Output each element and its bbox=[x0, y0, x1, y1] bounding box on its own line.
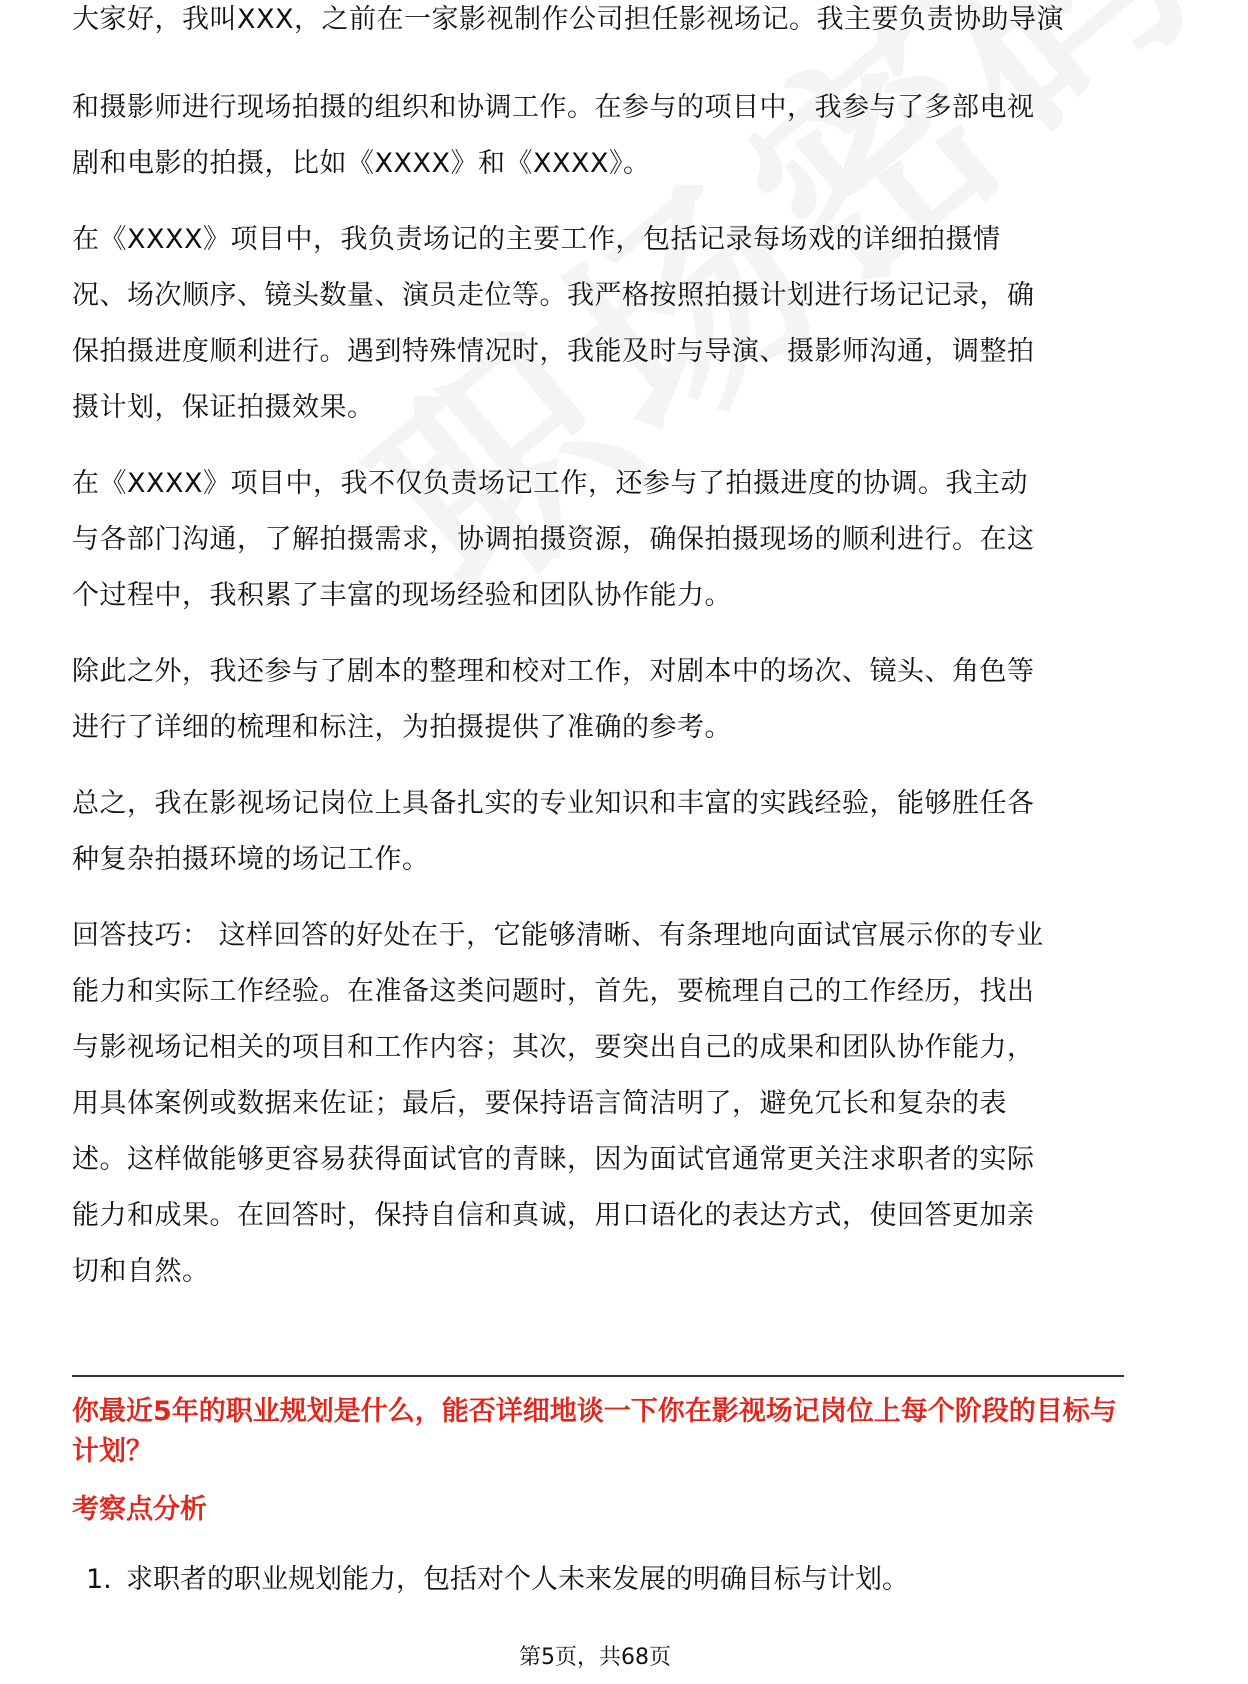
section-divider bbox=[72, 1375, 1124, 1377]
paragraph-3: 在《XXXX》项目中，我不仅负责场记工作，还参与了拍摄进度的协调。我主动与各部门沟通，了解拍摄需求，协调拍摄资源，确保拍摄现场的顺利进行。在这个过程中，我积累了丰富的现场经验和团队协作能力。 bbox=[72, 468, 1035, 611]
answer-tips: 回答技巧： 这样回答的好处在于，它能够清晰、有条理地向面试官展示你的专业能力和实际工作经验。在准备这类问题时，首先，要梳理自己的工作经历，找出与影视场记相关的项目和工作内容；其次，要突出自己的成果和团队协作能力，用具体案例或数据来佐证；最后，要保持语言简洁明了，避免冗长和复杂的表述。这样做能够更容易获得面试官的青睐，因为面试官通常更关注求职者的实际能力和成果。在回答时，保持自信和真诚，用口语化的表达方式，使回答更加亲切和自然。 bbox=[72, 920, 1044, 1287]
page-number: 第5页，共68页 bbox=[519, 1645, 671, 1670]
partial-paragraph: 大家好，我叫XXX，之前在一家影视制作公司担任影视场记。我主要负责协助导演 bbox=[72, 4, 1064, 35]
partial-top-line bbox=[72, 4, 1124, 68]
paragraph-5: 总之，我在影视场记岗位上具备扎实的专业知识和丰富的实践经验，能够胜任各种复杂拍摄环境的场记工作。 bbox=[72, 788, 1035, 875]
paragraph-4: 除此之外，我还参与了剧本的整理和校对工作，对剧本中的场次、镜头、角色等进行了详细的梳理和标注，为拍摄提供了准确的参考。 bbox=[72, 656, 1035, 743]
list-item-text: 求职者的职业规划能力，包括对个人未来发展的明确目标与计划。 bbox=[126, 1564, 909, 1595]
list-item bbox=[86, 1560, 909, 1600]
paragraph-2: 在《XXXX》项目中，我负责场记的主要工作，包括记录每场戏的详细拍摄情况、场次顺序、镜头数量、演员走位等。我严格按照拍摄计划进行场记记录，确保拍摄进度顺利进行。遇到特殊情况时，我能及时与导演、摄影师沟通，调整拍摄计划，保证拍摄效果。 bbox=[72, 224, 1035, 423]
answer-body bbox=[72, 80, 1124, 1320]
section-title: 考察点分析 bbox=[72, 1494, 207, 1525]
interview-question: 你最近5年的职业规划是什么，能否详细地谈一下你在影视场记岗位上每个阶段的目标与计划？ bbox=[72, 1396, 1117, 1467]
list-item-number: 1. bbox=[86, 1564, 112, 1595]
paragraph-1: 和摄影师进行现场拍摄的组织和协调工作。在参与的项目中，我参与了多部电视剧和电影的拍摄，比如《XXXX》和《XXXX》。 bbox=[72, 92, 1035, 179]
